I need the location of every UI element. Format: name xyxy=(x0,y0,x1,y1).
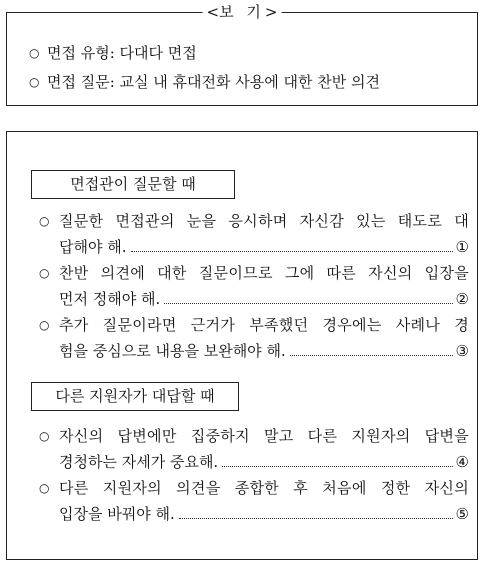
list-item-5 xyxy=(39,475,469,527)
main-content-box xyxy=(6,131,478,560)
item-line2: 험을 중심으로 내용을 보완해야 해. xyxy=(59,342,286,360)
circle-bullet-icon: ○ xyxy=(39,429,50,443)
list-item-3 xyxy=(39,312,469,364)
choice-number-5: ⑤ xyxy=(455,505,469,523)
item-line2-row xyxy=(59,234,469,260)
dotted-leader xyxy=(222,466,452,467)
dotted-leader xyxy=(131,251,453,252)
section-header-other-applicant-answers: 다른 지원자가 대답할 때 xyxy=(31,382,239,411)
bogi-title xyxy=(203,2,282,22)
list-item-2 xyxy=(39,260,469,312)
bogi-title-text: 보 기 xyxy=(219,3,265,21)
choice-number-3: ③ xyxy=(455,342,469,360)
list-item-4 xyxy=(39,423,469,475)
item-line2: 먼저 정해야 해. xyxy=(59,290,161,308)
circle-bullet-icon: ○ xyxy=(29,75,40,89)
bogi-title-left-bracket: < xyxy=(206,3,220,21)
circle-bullet-icon: ○ xyxy=(39,214,50,228)
item-line2: 답해야 해. xyxy=(59,238,127,256)
item-line2-row xyxy=(59,501,469,527)
section2-list xyxy=(39,423,469,527)
item-line2-row xyxy=(59,338,469,364)
item-line2: 입장을 바꿔야 해. xyxy=(59,505,175,523)
bogi-item-interview-type xyxy=(29,39,380,68)
section1-list xyxy=(39,208,469,364)
circle-bullet-icon: ○ xyxy=(39,266,50,280)
item-line1: 찬반 의견에 대한 질문이므로 그에 따른 자신의 입장을 xyxy=(59,264,469,282)
dotted-leader xyxy=(290,355,453,356)
section-header-interviewer-asks: 면접관이 질문할 때 xyxy=(31,170,235,199)
choice-number-2: ② xyxy=(455,290,469,308)
item-line2-row xyxy=(59,449,469,475)
item-line1: 질문한 면접관의 눈을 응시하며 자신감 있는 태도로 대 xyxy=(59,212,469,230)
dotted-leader xyxy=(179,518,453,519)
circle-bullet-icon: ○ xyxy=(29,46,40,60)
item-line2-row xyxy=(59,286,469,312)
item-line1: 추가 질문이라면 근거가 부족했던 경우에는 사례나 경 xyxy=(59,316,469,334)
bogi-item-text: 면접 질문: 교실 내 휴대전화 사용에 대한 찬반 의견 xyxy=(47,73,381,91)
circle-bullet-icon: ○ xyxy=(39,318,50,332)
bogi-title-right-bracket: > xyxy=(264,3,278,21)
item-line1: 다른 지원자의 의견을 종합한 후 처음에 정한 자신의 xyxy=(59,479,469,497)
item-line1: 자신의 답변에만 집중하지 말고 다른 지원자의 답변을 xyxy=(59,427,469,445)
choice-number-4: ④ xyxy=(455,453,469,471)
dotted-leader xyxy=(164,303,452,304)
circle-bullet-icon: ○ xyxy=(39,481,50,495)
list-item-1 xyxy=(39,208,469,260)
bogi-item-text: 면접 유형: 다대다 면접 xyxy=(47,44,197,62)
item-line2: 경청하는 자세가 중요해. xyxy=(59,453,219,471)
bogi-item-interview-question xyxy=(29,68,380,97)
bogi-box xyxy=(6,3,478,106)
bogi-list xyxy=(29,39,380,97)
choice-number-1: ① xyxy=(455,238,469,256)
